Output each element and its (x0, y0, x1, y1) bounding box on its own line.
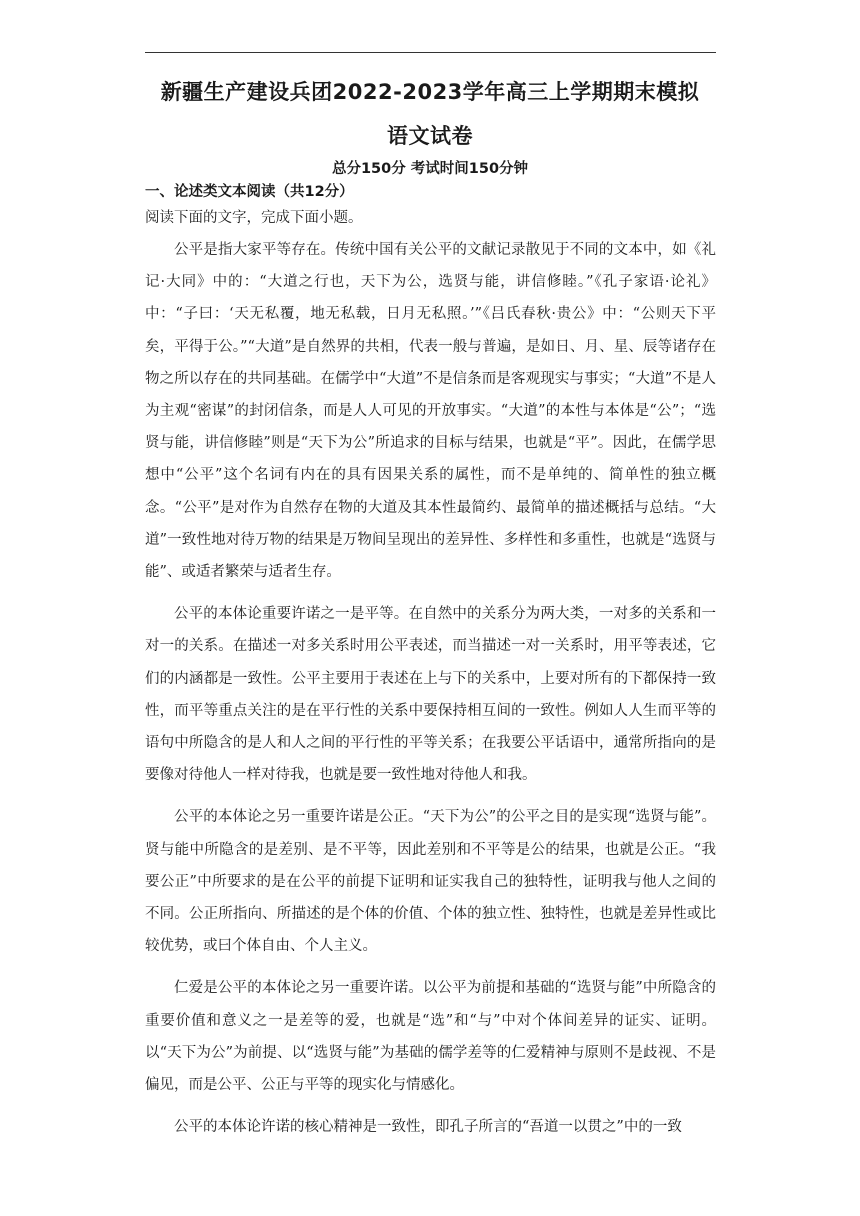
instruction-text: 阅读下面的文字，完成下面小题。 (145, 210, 363, 226)
passage-paragraph: 公平的本体论重要许诺之一是平等。在自然中的关系分为两大类，一对多的关系和一对一的关系。在描述一对多关系时用公平表述，而当描述一对一关系时，用平等表述，它们的内涵都是一致性。公平主要用于表述在上与下的关系中，上要对所有的下都保持一致性，而平等重点关注的是在平行性的关系中要保持相互间的一致性。例如人人生而平等的语句中所隐含的是人和人之间的平行性的平等关系；在我要公平话语中，通常所指向的是要像对待他人一样对待我，也就是要一致性地对待他人和我。 (145, 606, 716, 784)
passage-paragraph: 公平的本体论之另一重要许诺是公正。“天下为公”的公平之目的是实现“选贤与能”。贤与能中所隐含的是差别、是不平等，因此差别和不平等是公的结果，也就是公正。“我要公正”中所要求的是在公平的前提下证明和证实我自己的独特性，证明我与他人之间的不同。公正所指向、所描述的是个体的价值、个体的独立性、独特性，也就是差异性或比较优势，或曰个体自由、个人主义。 (145, 809, 716, 955)
section-heading: 一、论述类文本阅读（共12分） (145, 184, 354, 200)
passage-paragraph: 仁爱是公平的本体论之另一重要许诺。以公平为前提和基础的“选贤与能”中所隐含的重要价值和意义之一是差等的爱，也就是“选”和“与”中对个体间差异的证实、证明。以“天下为公”为前提、以“选贤与能”为基础的儒学差等的仁爱精神与原则不是歧视、不是偏见，而是公平、公正与平等的现实化与情感化。 (145, 980, 716, 1094)
header-rule (145, 52, 716, 53)
passage-paragraph: 公平的本体论许诺的核心精神是一致性，即孔子所言的“吾道一以贯之”中的一致 (174, 1119, 682, 1136)
exam-subject-title: 语文试卷 (387, 124, 473, 148)
reading-passage (145, 234, 716, 1153)
exam-info: 总分150分 考试时间150分钟 (331, 161, 529, 177)
passage-paragraph: 公平是指大家平等存在。传统中国有关公平的文献记录散见于不同的文本中，如《礼记·大同》中的：“大道之行也，天下为公，选贤与能，讲信修睦。”《孔子家语·论礼》中：“子曰：‘天无私覆，地无私载，日月无私照。’”《吕氏春秋·贵公》中：“公则天下平矣，平得于公。”“大道”是自然界的共相，代表一般与普遍，是如日、月、星、辰等诸存在物之所以存在的共同基础。在儒学中“大道”不是信条而是客观现实与事实；“大道”不是人为主观“密谋”的封闭信条，而是人人可见的开放事实。“大道”的本性与本体是“公”；“选贤与能，讲信修睦”则是“天下为公”所追求的目标与结果，也就是“平”。因此，在儒学思想中“公平”这个名词有内在的具有因果关系的属性，而不是单纯的、简单性的独立概念。“公平”是对作为自然存在物的大道及其本性最简约、最简单的描述概括与总结。“大道”一致性地对待万物的结果是万物间呈现出的差异性、多样性和多重性，也就是“选贤与能”、或适者繁荣与适者生存。 (145, 242, 716, 581)
exam-title: 新疆生产建设兵团2022-2023学年高三上学期期末模拟 (160, 80, 700, 104)
